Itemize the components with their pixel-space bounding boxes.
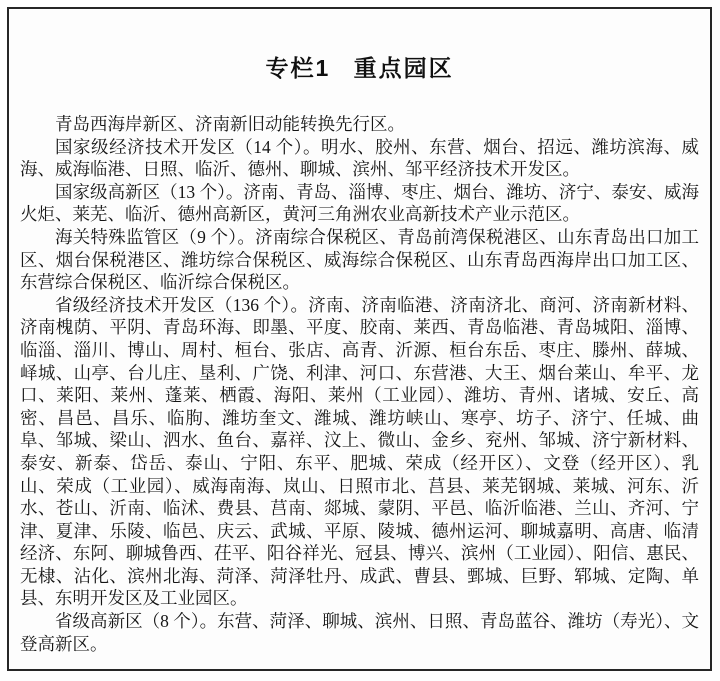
- paragraph: 国家级高新区（13 个）。济南、青岛、淄博、枣庄、烟台、潍坊、济宁、泰安、威海火炬、莱芜、临沂、德州高新区，黄河三角洲农业高新技术产业示范区。: [20, 181, 699, 225]
- panel-title: [20, 53, 699, 83]
- panel-title-label: 专栏1: [265, 55, 331, 81]
- paragraph: 省级高新区（8 个）。东营、菏泽、聊城、滨州、日照、青岛蓝谷、潍坊（寿光）、文登高新区。: [20, 611, 699, 654]
- paragraph: 海关特殊监管区（9 个）。济南综合保税区、青岛前湾保税港区、山东青岛出口加工区、烟台保税港区、潍坊综合保税区、威海综合保税区、山东青岛西海岸出口加工区、东营综合保税区、临沂综合保税区。: [20, 226, 699, 293]
- panel-title-text: 重点园区: [353, 55, 454, 81]
- paragraph: 省级经济技术开发区（136 个）。济南、济南临港、济南济北、商河、济南新材料、济南槐荫、平阴、青岛环海、即墨、平度、胶南、莱西、青岛临港、青岛城阳、淄博、临淄、淄川、博山、周村、桓台、张店、高青、沂源、桓台东岳、枣庄、滕州、薛城、峄城、山亭、台儿庄、垦利、广饶、利津、河口、东营港、大王、烟台莱山、牟平、龙口、莱阳、莱州、蓬莱、栖霞、海阳、莱州（工业园）、潍坊、青州、诸城、安丘、高密、昌邑、昌乐、临朐、潍坊奎文、潍城、潍坊峡山、寒亭、坊子、济宁、任城、曲阜、邹城、梁山、泗水、鱼台、嘉祥、汶上、微山、金乡、兖州、邹城、济宁新材料、泰安、新泰、岱岳、泰山、宁阳、东平、肥城、荣成（经开区）、文登（经开区）、乳山、荣成（工业园）、威海南海、岚山、日照市北、莒县、莱芜钢城、莱城、河东、沂水、苍山、沂南、临沭、费县、莒南、郯城、蒙阴、平邑、临沂临港、兰山、齐河、宁津、夏津、乐陵、临邑、庆云、武城、平原、陵城、德州运河、聊城嘉明、高唐、临清经济、东阿、聊城鲁西、茌平、阳谷祥光、冠县、博兴、滨州（工业园）、阳信、惠民、无棣、沾化、滨州北海、菏泽、菏泽牡丹、成武、曹县、鄄城、巨野、郓城、定陶、单县、东明开发区及工业园区。: [20, 294, 699, 609]
- column-box: [7, 7, 712, 671]
- paragraph: 青岛西海岸新区、济南新旧动能转换先行区。: [55, 114, 405, 134]
- panel-body: [20, 113, 699, 655]
- paragraph: 国家级经济技术开发区（14 个）。明水、胶州、东营、烟台、招远、潍坊滨海、威海、威海临港、日照、临沂、德州、聊城、滨州、邹平经济技术开发区。: [20, 136, 699, 180]
